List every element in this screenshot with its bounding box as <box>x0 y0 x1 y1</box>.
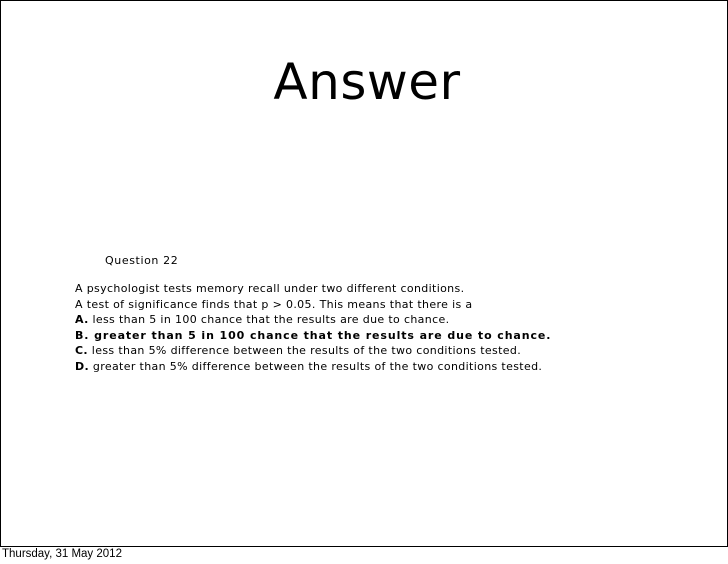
option-c-letter: C. <box>75 344 88 358</box>
option-b-correct <box>75 328 551 344</box>
question-body <box>75 281 551 375</box>
question-label: Question 22 <box>105 254 179 267</box>
option-d <box>75 359 551 375</box>
option-d-letter: D. <box>75 359 90 373</box>
option-d-text: greater than 5% difference between the results of the two conditions tested. <box>89 359 543 373</box>
footer-date: Thursday, 31 May 2012 <box>2 548 122 560</box>
slide-title: Answer <box>273 53 461 111</box>
option-b-text: greater than 5 in 100 chance that the results are due to chance. <box>89 328 552 342</box>
question-stem-line-1: A psychologist tests memory recall under two different conditions. <box>75 282 465 295</box>
option-a-text: less than 5 in 100 chance that the results are due to chance. <box>88 313 450 327</box>
option-a-letter: A. <box>75 313 89 327</box>
option-c-text: less than 5% difference between the results of the two conditions tested. <box>87 344 522 358</box>
option-b-letter: B. <box>75 328 90 342</box>
option-a <box>75 312 551 328</box>
option-c <box>75 343 551 359</box>
question-stem-line-2: A test of significance finds that p > 0.05. This means that there is a <box>75 297 473 311</box>
